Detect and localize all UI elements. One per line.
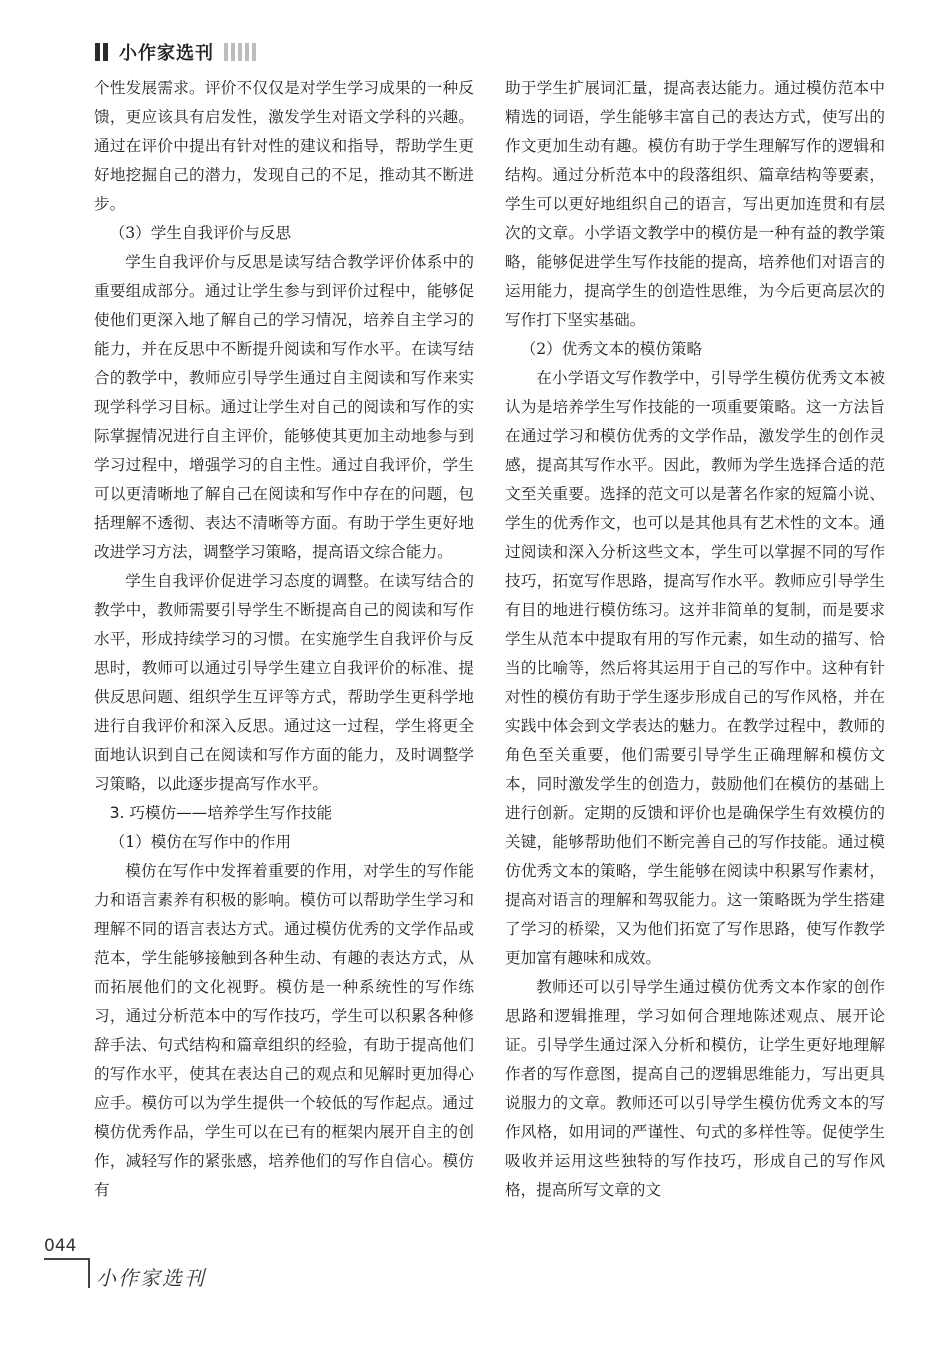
header-bar-icon [231,43,235,61]
header-bar-icon [238,43,242,61]
running-header [95,40,259,64]
paragraph: 助于学生扩展词汇量，提高表达能力。通过模仿范本中精选的词语，学生能够丰富自己的表达方式，使写出的作文更加生动有趣。模仿有助于学生理解写作的逻辑和结构。通过分析范本中的段落组织、篇章结构等要素，学生可以更好地组织自己的语言，写出更加连贯和有层次的文章。小学语文教学中的模仿是一种有益的教学策略，能够促进学生写作技能的提高，培养他们对语言的运用能力，提高学生的创造性思维，为今后更高层次的写作打下坚实基础。 [505,79,885,329]
footer-logo: 小作家选刊 [96,1266,206,1290]
paragraph: 个性发展需求。评价不仅仅是对学生学习成果的一种反馈，更应该具有启发性，激发学生对语文学科的兴趣。通过在评价中提出有针对性的建议和指导，帮助学生更好地挖掘自己的潜力，发现自己的不足，推动其不断进步。 [94,79,474,213]
paragraph: 学生自我评价促进学习态度的调整。在读写结合的教学中，教师需要引导学生不断提高自己的阅读和写作水平，形成持续学习的习惯。在实施学生自我评价与反思时，教师可以通过引导学生建立自我评价的标准、提供反思问题、组织学生互评等方式，帮助学生更科学地进行自我评价和深入反思。通过这一过程，学生将更全面地认识到自己在阅读和写作方面的能力，及时调整学习策略，以此逐步提高写作水平。 [94,572,474,793]
section-heading: 3. 巧模仿——培养学生写作技能 [109,804,333,822]
header-bar-icon [252,43,256,61]
paragraph: 教师还可以引导学生通过模仿优秀文本作家的创作思路和逻辑推理，学习如何合理地陈述观点、展开论证。引导学生通过深入分析和模仿，让学生更好地理解作者的写作意图，提高自己的逻辑思维能力，写出更具说服力的文章。教师还可以引导学生模仿优秀文本的写作风格，如用词的严谨性、句式的多样性等。促使学生吸收并运用这些独特的写作技巧，形成自己的写作风格，提高所写文章的文 [505,978,885,1199]
left-column [94,74,474,1205]
footer-divider-vertical [88,1258,90,1288]
journal-title: 小作家选刊 [119,43,214,64]
header-bar-icon [245,43,249,61]
subsection-heading: （3）学生自我评价与反思 [109,224,292,242]
paragraph: 学生自我评价与反思是读写结合教学评价体系中的重要组成部分。通过让学生参与到评价过程中，能够促使他们更深入地了解自己的学习情况，培养自主学习的能力，并在反思中不断提升阅读和写作水平。在读写结合的教学中，教师应引导学生通过自主阅读和写作来实现学科学习目标。通过让学生对自己的阅读和写作的实际掌握情况进行自主评价，能够使其更加主动地参与到学习过程中，增强学习的自主性。通过自我评价，学生可以更清晰地了解自己在阅读和写作中存在的问题，包括理解不透彻、表达不清晰等方面。有助于学生更好地改进学习方法，调整学习策略，提高语文综合能力。 [94,253,474,561]
header-bar-icon [95,43,100,61]
page-number: 044 [44,1236,77,1256]
subsection-heading: （2）优秀文本的模仿策略 [520,340,703,358]
right-column [505,74,885,1205]
header-bar-icon [224,43,228,61]
paragraph: 在小学语文写作教学中，引导学生模仿优秀文本被认为是培养学生写作技能的一项重要策略。这一方法旨在通过学习和模仿优秀的文学作品，激发学生的创作灵感，提高其写作水平。因此，教师为学生选择合适的范文至关重要。选择的范文可以是著名作家的短篇小说、学生的优秀作文，也可以是其他具有艺术性的文本。通过阅读和深入分析这些文本，学生可以掌握不同的写作技巧，拓宽写作思路，提高写作水平。教师应引导学生有目的地进行模仿练习。这并非简单的复制，而是要求学生从范本中提取有用的写作元素，如生动的描写、恰当的比喻等，然后将其运用于自己的写作中。这种有针对性的模仿有助于学生逐步形成自己的写作风格，并在实践中体会到文学表达的魅力。在教学过程中，教师的角色至关重要，他们需要引导学生正确理解和模仿文本，同时激发学生的创造力，鼓励他们在模仿的基础上进行创新。定期的反馈和评价也是确保学生有效模仿的关键，能够帮助他们不断完善自己的写作技能。通过模仿优秀文本的策略，学生能够在阅读中积累写作素材，提高对语言的理解和驾驭能力。这一策略既为学生搭建了学习的桥梁，又为他们拓宽了写作思路，使写作教学更加富有趣味和成效。 [505,369,885,967]
paragraph: 模仿在写作中发挥着重要的作用，对学生的写作能力和语言素养有积极的影响。模仿可以帮助学生学习和理解不同的语言表达方式。通过模仿优秀的文学作品或范本，学生能够接触到各种生动、有趣的表达方式，从而拓展他们的文化视野。模仿是一种系统性的写作练习，通过分析范本中的写作技巧，学生可以积累各种修辞手法、句式结构和篇章组织的经验，有助于提高他们的写作水平，使其在表达自己的观点和见解时更加得心应手。模仿可以为学生提供一个较低的写作起点。通过模仿优秀作品，学生可以在已有的框架内展开自主的创作，减轻写作的紧张感，培养他们的写作自信心。模仿有 [94,862,474,1199]
footer-divider [44,1258,88,1260]
header-bar-icon [103,43,108,61]
subsection-heading: （1）模仿在写作中的作用 [109,833,292,851]
